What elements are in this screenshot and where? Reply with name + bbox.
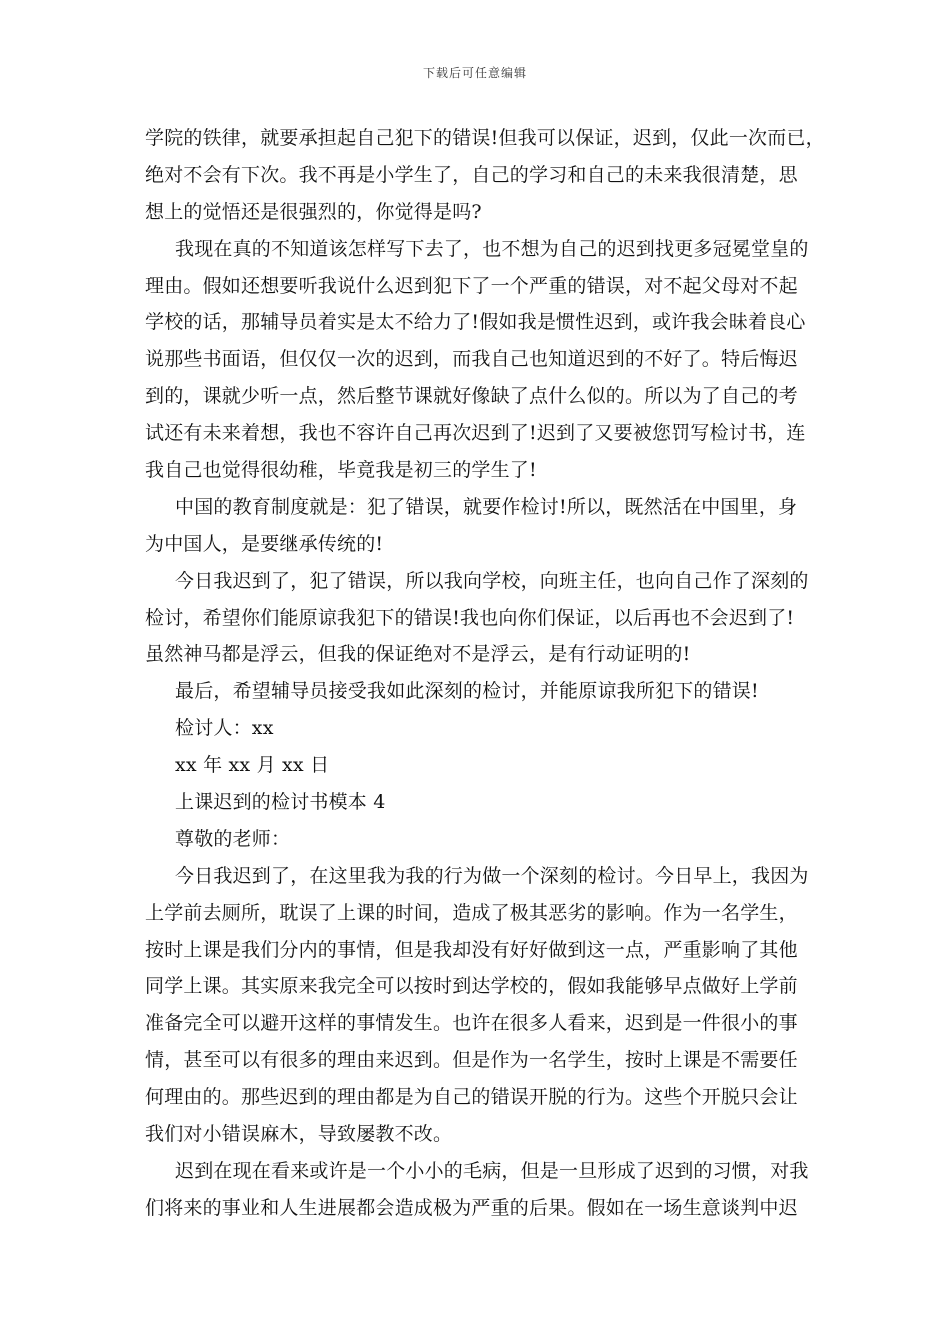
paragraph-first-line: 今日我迟到了，在这里我为我的行为做一个深刻的检讨。今日早上，我因为 — [175, 864, 809, 887]
paragraph-line: 说那些书面语，但仅仅一次的迟到，而我自己也知道迟到的不好了。特后悔迟 — [145, 348, 798, 371]
paragraph-line: 我们对小错误麻木，导致屡教不改。 — [145, 1123, 453, 1146]
paragraph-line: 我自己也觉得很幼稚，毕竟我是初三的学生了! — [145, 459, 537, 482]
paragraph-first-line: 尊敬的老师： — [175, 827, 291, 850]
paragraph-line: 想上的觉悟还是很强烈的，你觉得是吗? — [145, 200, 482, 223]
paragraph-line: 到的，课就少听一点，然后整节课就好像缺了点什么似的。所以为了自己的考 — [145, 385, 798, 408]
paragraph-first-line: 今日我迟到了，犯了错误，所以我向学校，向班主任，也向自己作了深刻的 — [175, 569, 809, 592]
paragraph-line: 试还有未来着想，我也不容许自己再次迟到了!迟到了又要被您罚写检讨书，连 — [145, 422, 806, 445]
paragraph-first-line: 最后，希望辅导员接受我如此深刻的检讨，并能原谅我所犯下的错误! — [175, 680, 759, 703]
document-body — [145, 120, 825, 1227]
paragraph-first-line: 中国的教育制度就是：犯了错误，就要作检讨!所以，既然活在中国里，身 — [175, 495, 798, 518]
paragraph-line: 为中国人，是要继承传统的! — [145, 532, 384, 555]
paragraph-first-line: 我现在真的不知道该怎样写下去了，也不想为自己的迟到找更多冠冕堂皇的 — [175, 237, 809, 260]
paragraph-first-line: 上课迟到的检讨书模本 4 — [175, 791, 386, 814]
paragraph-first-line: 迟到在现在看来或许是一个小小的毛病，但是一旦形成了迟到的习惯，对我 — [175, 1159, 809, 1182]
paragraph-line: 检讨，希望你们能原谅我犯下的错误!我也向你们保证，以后再也不会迟到了! — [145, 606, 795, 629]
page-header: 下载后可任意编辑 — [422, 66, 527, 80]
paragraph-line: 何理由的。那些迟到的理由都是为自己的错误开脱的行为。这些个开脱只会让 — [145, 1086, 798, 1109]
paragraph-line: 理由。假如还想要听我说什么迟到犯下了一个严重的错误，对不起父母对不起 — [145, 274, 798, 297]
paragraph-line: 学校的话，那辅导员着实是太不给力了!假如我是惯性迟到，或许我会昧着良心 — [145, 311, 806, 334]
paragraph-line: 情，甚至可以有很多的理由来迟到。但是作为一名学生，按时上课是不需要任 — [145, 1049, 798, 1072]
paragraph-line: 准备完全可以避开这样的事情发生。也许在很多人看来，迟到是一件很小的事 — [145, 1012, 798, 1035]
paragraph-line: 上学前去厕所，耽误了上课的时间，造成了极其恶劣的影响。作为一名学生， — [145, 901, 798, 924]
paragraph-line: 绝对不会有下次。我不再是小学生了，自己的学习和自己的未来我很清楚，思 — [145, 163, 798, 186]
paragraph-line: 学院的铁律，就要承担起自己犯下的错误!但我可以保证，迟到，仅此一次而已， — [145, 127, 825, 149]
paragraph-first-line: xx 年 xx 月 xx 日 — [175, 754, 330, 777]
paragraph-line: 同学上课。其实原来我完全可以按时到达学校的，假如我能够早点做好上学前 — [145, 975, 798, 998]
paragraph-line: 们将来的事业和人生进展都会造成极为严重的后果。假如在一场生意谈判中迟 — [145, 1196, 798, 1219]
paragraph-first-line: 检讨人：xx — [175, 717, 274, 740]
paragraph-line: 虽然神马都是浮云，但我的保证绝对不是浮云，是有行动证明的! — [145, 643, 691, 666]
paragraph-line: 按时上课是我们分内的事情，但是我却没有好好做到这一点，严重影响了其他 — [145, 938, 798, 961]
